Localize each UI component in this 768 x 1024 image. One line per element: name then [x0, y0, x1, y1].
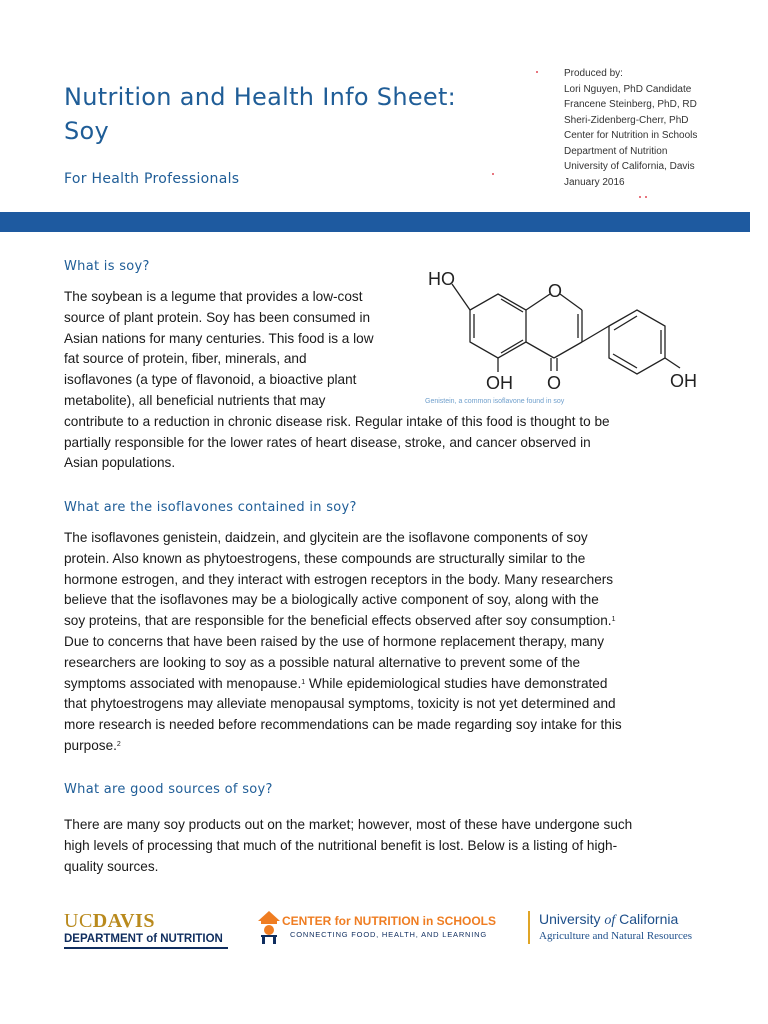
- decorative-dot: [645, 196, 647, 198]
- producer-line: January 2016: [564, 176, 625, 188]
- section-body-good-sources: [64, 815, 709, 877]
- ucdavis-nutrition-logo: [64, 911, 228, 949]
- text-line: researchers are looking to soy as a possible natural alternative to prevent some of the: [64, 654, 581, 670]
- reference-superscript: 1: [611, 616, 616, 624]
- text-line: [64, 611, 709, 632]
- text-line: quality sources.: [64, 858, 159, 874]
- ucdavis-wordmark: [64, 911, 228, 931]
- cns-name: CENTER for NUTRITION in SCHOOLS: [282, 914, 496, 928]
- cns-tagline: CONNECTING FOOD, HEALTH, AND LEARNING: [290, 930, 487, 939]
- text-line: fat source of protein, fiber, minerals, and: [64, 351, 307, 367]
- uc-name: [539, 911, 678, 929]
- label-ring-oxygen: O: [548, 281, 563, 301]
- producer-line: Lori Nguyen, PhD Candidate: [564, 83, 692, 95]
- text-line: The isoflavones genistein, daidzein, and glycitein are the isoflavone components of soy: [64, 530, 588, 545]
- text-line: [64, 736, 709, 757]
- label-oh-right: OH: [670, 371, 697, 391]
- producer-line: Department of Nutrition: [564, 145, 668, 157]
- label-ho: HO: [428, 269, 455, 289]
- title-line-1: Nutrition and Health Info Sheet:: [64, 83, 457, 111]
- section-body-isoflavones: [64, 528, 709, 757]
- section-heading-good-sources: What are good sources of soy?: [64, 782, 273, 797]
- text-line: [64, 674, 709, 695]
- text-line: There are many soy products out on the market; however, most of these have undergone such: [64, 817, 633, 832]
- label-oh-bottom: OH: [486, 373, 513, 393]
- text-span: purpose.: [64, 737, 117, 753]
- text-line: Asian nations for many centuries. This food is a low: [64, 330, 374, 346]
- text-span: soy proteins, that are responsible for the beneficial effects observed after soy consumption.: [64, 613, 612, 629]
- text-line: partially responsible for the lower rates of heart disease, stroke, and cancer observed in: [64, 434, 591, 450]
- producer-line: Produced by:: [564, 68, 623, 79]
- section-heading-isoflavones: What are the isoflavones contained in soy?: [64, 500, 357, 515]
- ucd-department-name: DEPARTMENT of NUTRITION: [64, 933, 223, 945]
- header-band: [0, 212, 750, 232]
- section-heading-what-is-soy: What is soy?: [64, 259, 150, 274]
- text-span: symptoms associated with menopause.: [64, 675, 302, 691]
- producer-line: University of California, Davis: [564, 161, 695, 172]
- text-line: contribute to a reduction in chronic disease risk. Regular intake of this food is thought to be: [64, 413, 610, 429]
- uc-name-of: of: [604, 913, 616, 928]
- text-line: hormone estrogen, and they interact with estrogen receptors in the body. Many researchers: [64, 571, 614, 587]
- figure-caption: Genistein, a common isoflavone found in soy: [425, 398, 565, 405]
- text-line: believe that the isoflavones may be a biologically active component of soy, along with the: [64, 592, 599, 608]
- uc-name-prefix: University: [539, 911, 605, 927]
- text-line: more research is needed before recommendations can be made regarding soy intake for this: [64, 717, 622, 733]
- text-line: metabolite), all beneficial nutrients that may: [64, 392, 326, 408]
- ucd-uc: UC: [64, 910, 93, 932]
- uc-name-suffix: California: [615, 911, 679, 927]
- producer-line: Francene Steinberg, PhD, RD: [564, 99, 697, 110]
- ucd-davis: DAVIS: [92, 910, 155, 932]
- ucd-underline: [64, 947, 228, 949]
- text-span: While epidemiological studies have demonstrated: [305, 675, 608, 691]
- title-line-2: Soy: [64, 117, 110, 145]
- center-nutrition-schools-logo: [256, 909, 496, 949]
- decorative-dot: [492, 173, 494, 175]
- producer-line: Sheri-Zidenberg-Cherr, PhD: [564, 114, 689, 126]
- producer-line: Center for Nutrition in Schools: [564, 130, 698, 141]
- uc-logo-bar: [528, 911, 530, 944]
- school-bell-icon: [256, 909, 282, 945]
- text-line: isoflavones (a type of flavonoid, a bioactive plant: [64, 372, 357, 388]
- uc-anr-subtitle: Agriculture and Natural Resources: [539, 930, 693, 942]
- reference-superscript: 1: [301, 678, 306, 686]
- producer-credits: [564, 66, 764, 190]
- text-line: source of plant protein. Soy has been consumed in: [64, 309, 371, 325]
- text-line: protein. Also known as phytoestrogens, these compounds are structurally similar to the: [64, 550, 586, 566]
- decorative-dot: [639, 196, 641, 198]
- text-line: The soybean is a legume that provides a low-cost: [64, 289, 363, 304]
- page-subtitle: For Health Professionals: [64, 171, 240, 187]
- text-line: high levels of processing that much of the nutritional benefit is lost. Below is a listing of high-: [64, 837, 618, 853]
- text-line: that phytoestrogens may alleviate menopausal symptoms, toxicity is not yet determined and: [64, 696, 616, 712]
- text-line: Due to concerns that have been raised by the use of hormone replacement therapy, many: [64, 633, 605, 649]
- reference-superscript: 2: [116, 740, 121, 748]
- genistein-structure-figure: [426, 262, 716, 394]
- text-line: Asian populations.: [64, 455, 176, 471]
- page-title: [64, 80, 534, 148]
- decorative-dot: [536, 71, 538, 73]
- label-keto-oxygen: O: [547, 373, 562, 393]
